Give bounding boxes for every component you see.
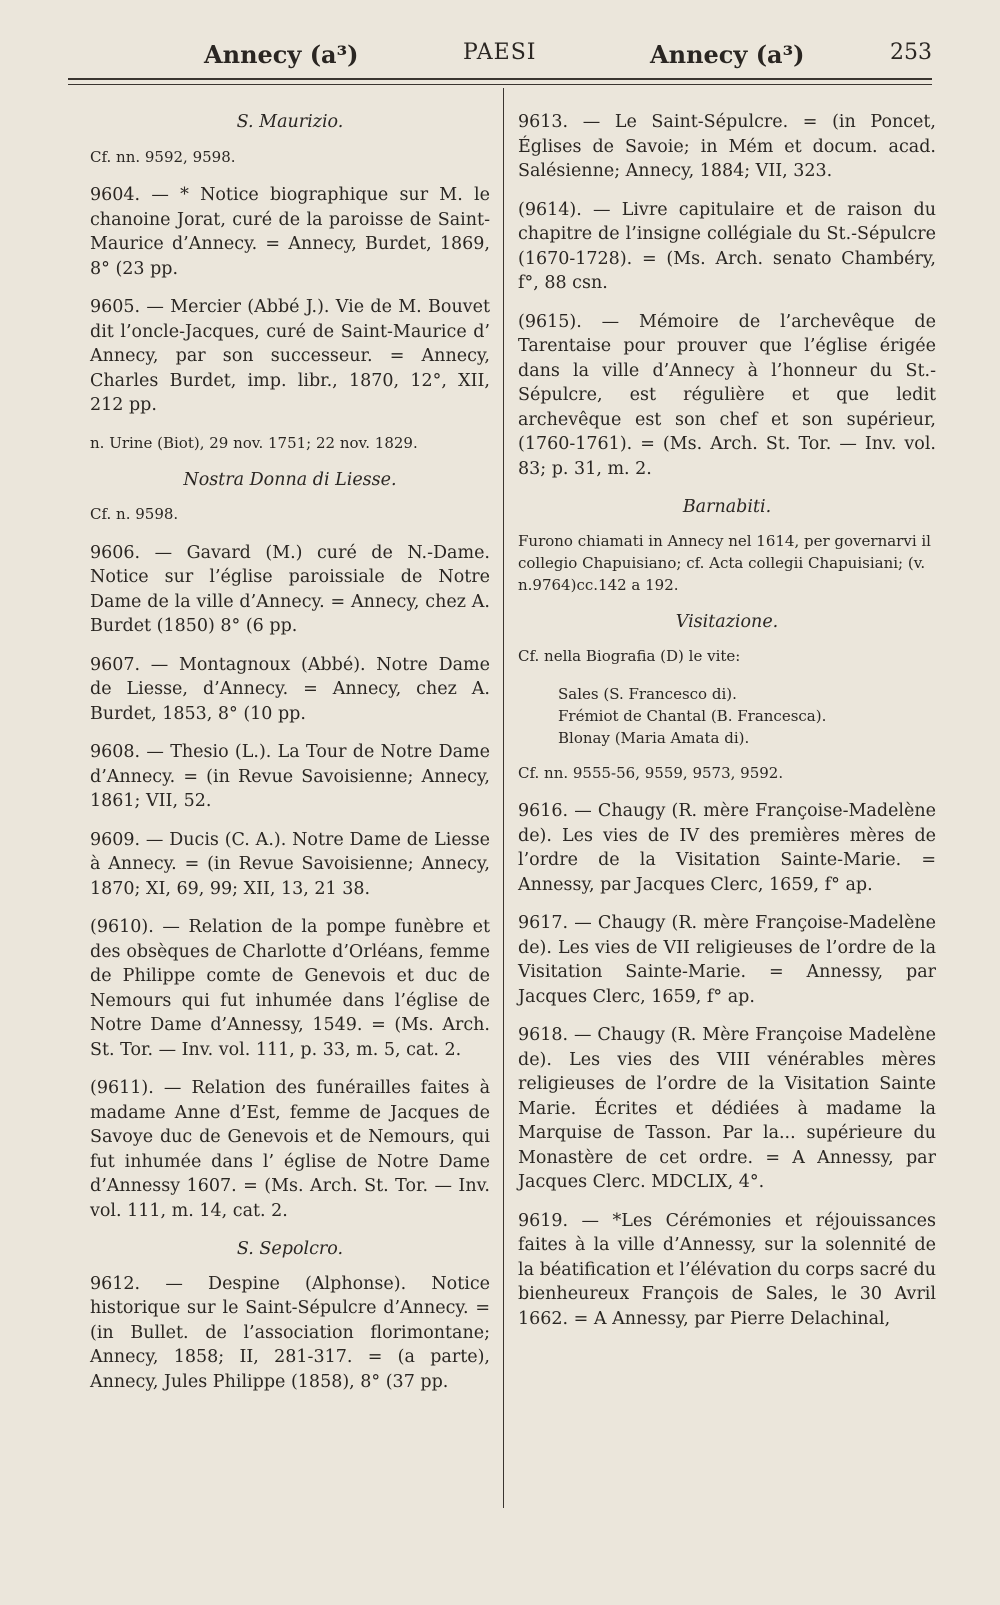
section-heading: S. Maurizio.	[236, 112, 344, 132]
note: n. Urine (Biot), 29 nov. 1751; 22 nov. 1829.	[90, 433, 418, 452]
list-item: Frémiot de Chantal (B. Francesca).	[558, 706, 827, 725]
right-column	[518, 110, 936, 1345]
entry-9609: 9609. — Ducis (C. A.). Notre Dame de Liesse à Annecy. = (in Revue Savoisienne; Annecy, 1870; XI, 69, 99; XII, 13, 21 38.	[90, 829, 490, 899]
entry-9610: (9610). — Relation de la pompe funèbre et des obsèques de Charlotte d’Orléans, femme de Philippe comte de Genevois et duc de Nemours qui fut inhumée dans l’église de Notre Dame d’Annessy, 1549. = (Ms. Arch. St. Tor. — Inv. vol. 111, p. 33, m. 5, cat. 2.	[90, 917, 490, 1060]
header-right-title: Annecy (a³)	[650, 40, 805, 69]
header-left-title: Annecy (a³)	[204, 40, 359, 69]
entry-9616: 9616. — Chaugy (R. mère Françoise-Madelène de). Les vies de IV des premières mères de l’ordre de la Visitation Sainte-Marie. = Annessy, par Jacques Clerc, 1659, f° ap.	[518, 801, 936, 895]
section-heading: S. Sepolcro.	[236, 1239, 344, 1259]
column-divider	[503, 88, 504, 1508]
entry-9617: 9617. — Chaugy (R. mère Françoise-Madelène de). Les vies de VII religieuses de l’ordre de la Visitation Sainte-Marie. = Annessy, par Jacques Clerc, 1659, f° ap.	[518, 913, 936, 1007]
list-item: Sales (S. Francesco di).	[558, 684, 737, 703]
header-section-title: PAESI	[463, 40, 537, 65]
entry-9608: 9608. — Thesio (L.). La Tour de Notre Dame d’Annecy. = (in Revue Savoisienne; Annecy, 1861; VII, 52.	[90, 742, 490, 811]
entry-9611: (9611). — Relation des funérailles faites à madame Anne d’Est, femme de Jacques de Savoye duc de Genevois et de Nemours, qui fut inhumée dans l’ église de Notre Dame d’Annessy 1607. = (Ms. Arch. St. Tor. — Inv. vol. 111, m. 14, cat. 2.	[90, 1078, 490, 1221]
entry-9614: (9614). — Livre capitulaire et de raison du chapitre de l’insigne collégiale du St.-Sépulcre (1670-1728). = (Ms. Arch. senato Chambéry, f°, 88 csn.	[518, 199, 936, 293]
header-rule	[68, 78, 932, 80]
cross-reference: Cf. nella Biografia (D) le vite:	[518, 647, 741, 665]
list-item: Blonay (Maria Amata di).	[558, 728, 750, 747]
entry-9606: 9606. — Gavard (M.) curé de N.-Dame. Notice sur l’église paroissiale de Notre Dame de la ville d’Annecy. = Annecy, chez A. Burdet (1850) 8° (6 pp.	[90, 542, 490, 636]
section-heading: Nostra Donna di Liesse.	[183, 469, 397, 490]
lives-list	[558, 683, 936, 749]
left-column	[90, 110, 490, 1408]
entry-9615: (9615). — Mémoire de l’archevêque de Tarentaise pour prouver que l’église érigée dans la ville d’Annecy à l’honneur du St.-Sépulcre, est régulière et que ledit archevêque est son chef et son supérieur, (1760-1761). = (Ms. Arch. St. Tor. — Inv. vol. 83; p. 31, m. 2.	[518, 311, 936, 479]
header-rule-thin	[68, 84, 932, 85]
cross-reference: Cf. nn. 9555-56, 9559, 9573, 9592.	[518, 763, 784, 782]
entry-9613: 9613. — Le Saint-Sépulcre. = (in Poncet, Églises de Savoie; in Mém et docum. acad. Salésienne; Annecy, 1884; VII, 323.	[518, 112, 936, 181]
page-number: 253	[890, 40, 932, 65]
cross-reference: Cf. n. 9598.	[90, 505, 179, 523]
entry-9618: 9618. — Chaugy (R. Mère Françoise Madelène de). Les vies des VIII vénérables mères religieuses de l’ordre de la Visitation Sainte Marie. Écrites et dédiées à madame la Marquise de Tasson. Par la... supérieure du Monastère de cet ordre. = A Annessy, par Jacques Clerc. MDCLIX, 4°.	[518, 1025, 936, 1192]
section-heading: Barnabiti.	[682, 497, 772, 517]
entry-9612: 9612. — Despine (Alphonse). Notice historique sur le Saint-Sépulcre d’Annecy. = (in Bullet. de l’association florimontane; Annecy, 1858; II, 281-317. = (a parte), Annecy, Jules Philippe (1858), 8° (37 pp.	[90, 1273, 490, 1392]
cross-reference: Cf. nn. 9592, 9598.	[90, 147, 236, 166]
running-header	[68, 40, 932, 70]
entry-9619: 9619. — *Les Cérémonies et réjouissances faites à la ville d’Annessy, sur la solennité de la béatification et l’élévation du corps sacré du bienheureux François de Sales, le 30 Avril 1662. = A Annessy, par Pierre Delachinal,	[518, 1210, 936, 1329]
note: Furono chiamati in Annecy nel 1614, per governarvi il collegio Chapuisiano; cf. Acta collegii Chapuisiani; (v. n.9764)cc.142 a 192.	[518, 531, 931, 594]
entry-9605: 9605. — Mercier (Abbé J.). Vie de M. Bouvet dit l’oncle-Jacques, curé de Saint-Maurice d’ Annecy, par son successeur. = Annecy, Charles Burdet, imp. libr., 1870, 12°, XII, 212 pp.	[90, 297, 490, 415]
entry-9604: 9604. — * Notice biographique sur M. le chanoine Jorat, curé de la paroisse de Saint-Maurice d’Annecy. = Annecy, Burdet, 1869, 8° (23 pp.	[90, 185, 490, 279]
entry-9607: 9607. — Montagnoux (Abbé). Notre Dame de Liesse, d’Annecy. = Annecy, chez A. Burdet, 1853, 8° (10 pp.	[90, 654, 490, 724]
section-heading: Visitazione.	[675, 611, 779, 632]
